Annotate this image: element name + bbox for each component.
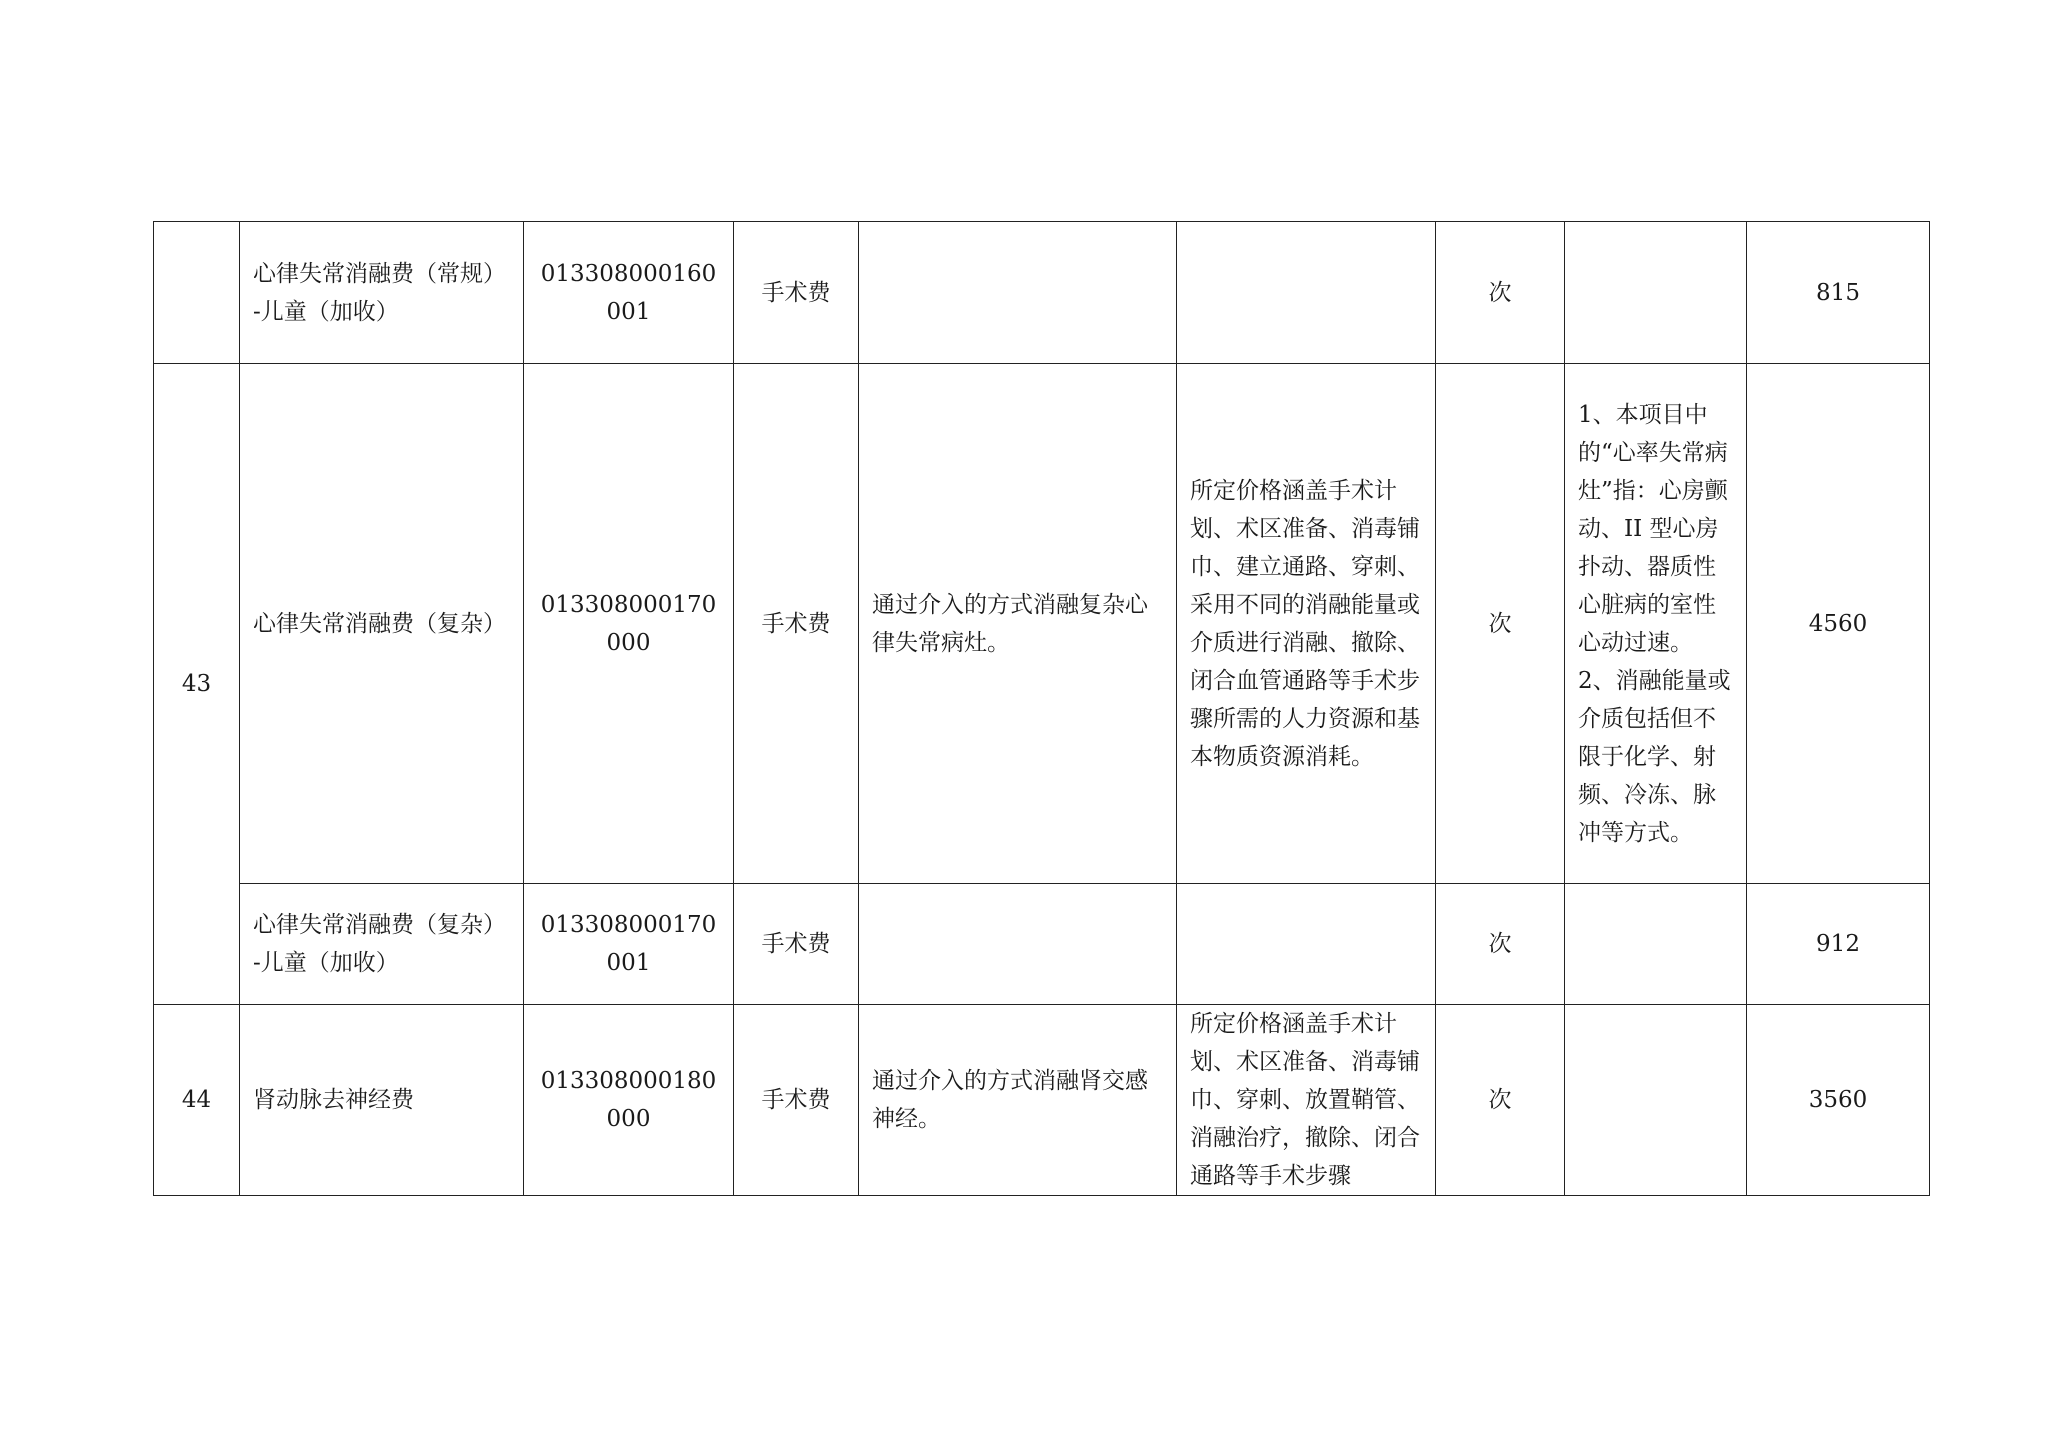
price-cell: 912 [1747,884,1930,1005]
table-row [154,364,1930,884]
price-scope-text: 所定价格涵盖手术计划、术区准备、消毒铺巾、穿刺、放置鞘管、消融治疗，撤除、闭合通路等手术步骤 [1190,1011,1420,1189]
seq-cell: 43 [154,364,240,1005]
unit-cell: 次 [1436,364,1565,884]
fee-category-cell: 手术费 [734,222,859,364]
item-name-cell: 心律失常消融费（常规）-儿童（加收） [240,222,524,364]
item-code-cell: 013308000170000 [524,364,734,884]
seq-cell [154,222,240,364]
table-row [154,222,1930,364]
item-content-cell: 通过介入的方式消融复杂心律失常病灶。 [859,364,1177,884]
seq-cell: 44 [154,1005,240,1196]
fee-category-cell: 手术费 [734,1005,859,1196]
fee-category-cell: 手术费 [734,364,859,884]
item-code-cell: 013308000180000 [524,1005,734,1196]
note-cell [1565,222,1747,364]
item-content-cell: 通过介入的方式消融肾交感神经。 [859,1005,1177,1196]
table-row [154,1005,1930,1196]
item-code-cell: 013308000160001 [524,222,734,364]
price-scope-cell [1177,1005,1436,1196]
item-name-cell: 心律失常消融费（复杂）-儿童（加收） [240,884,524,1005]
item-name-cell: 心律失常消融费（复杂） [240,364,524,884]
unit-cell: 次 [1436,222,1565,364]
price-table [153,221,1930,1196]
table-row [154,884,1930,1005]
fee-category-cell: 手术费 [734,884,859,1005]
item-name-cell: 肾动脉去神经费 [240,1005,524,1196]
price-cell: 4560 [1747,364,1930,884]
note-cell [1565,1005,1747,1196]
price-scope-cell [1177,222,1436,364]
price-cell: 815 [1747,222,1930,364]
price-scope-cell: 所定价格涵盖手术计划、术区准备、消毒铺巾、建立通路、穿刺、采用不同的消融能量或介质进行消融、撤除、闭合血管通路等手术步骤所需的人力资源和基本物质资源消耗。 [1177,364,1436,884]
unit-cell: 次 [1436,884,1565,1005]
price-scope-cell [1177,884,1436,1005]
item-content-cell [859,222,1177,364]
price-cell: 3560 [1747,1005,1930,1196]
note-cell: 1、本项目中的“心率失常病灶”指：心房颤动、II 型心房扑动、器质性心脏病的室性心动过速。 2、消融能量或介质包括但不限于化学、射频、冷冻、脉冲等方式。 [1565,364,1747,884]
item-content-cell [859,884,1177,1005]
unit-cell: 次 [1436,1005,1565,1196]
item-code-cell: 013308000170001 [524,884,734,1005]
note-cell [1565,884,1747,1005]
